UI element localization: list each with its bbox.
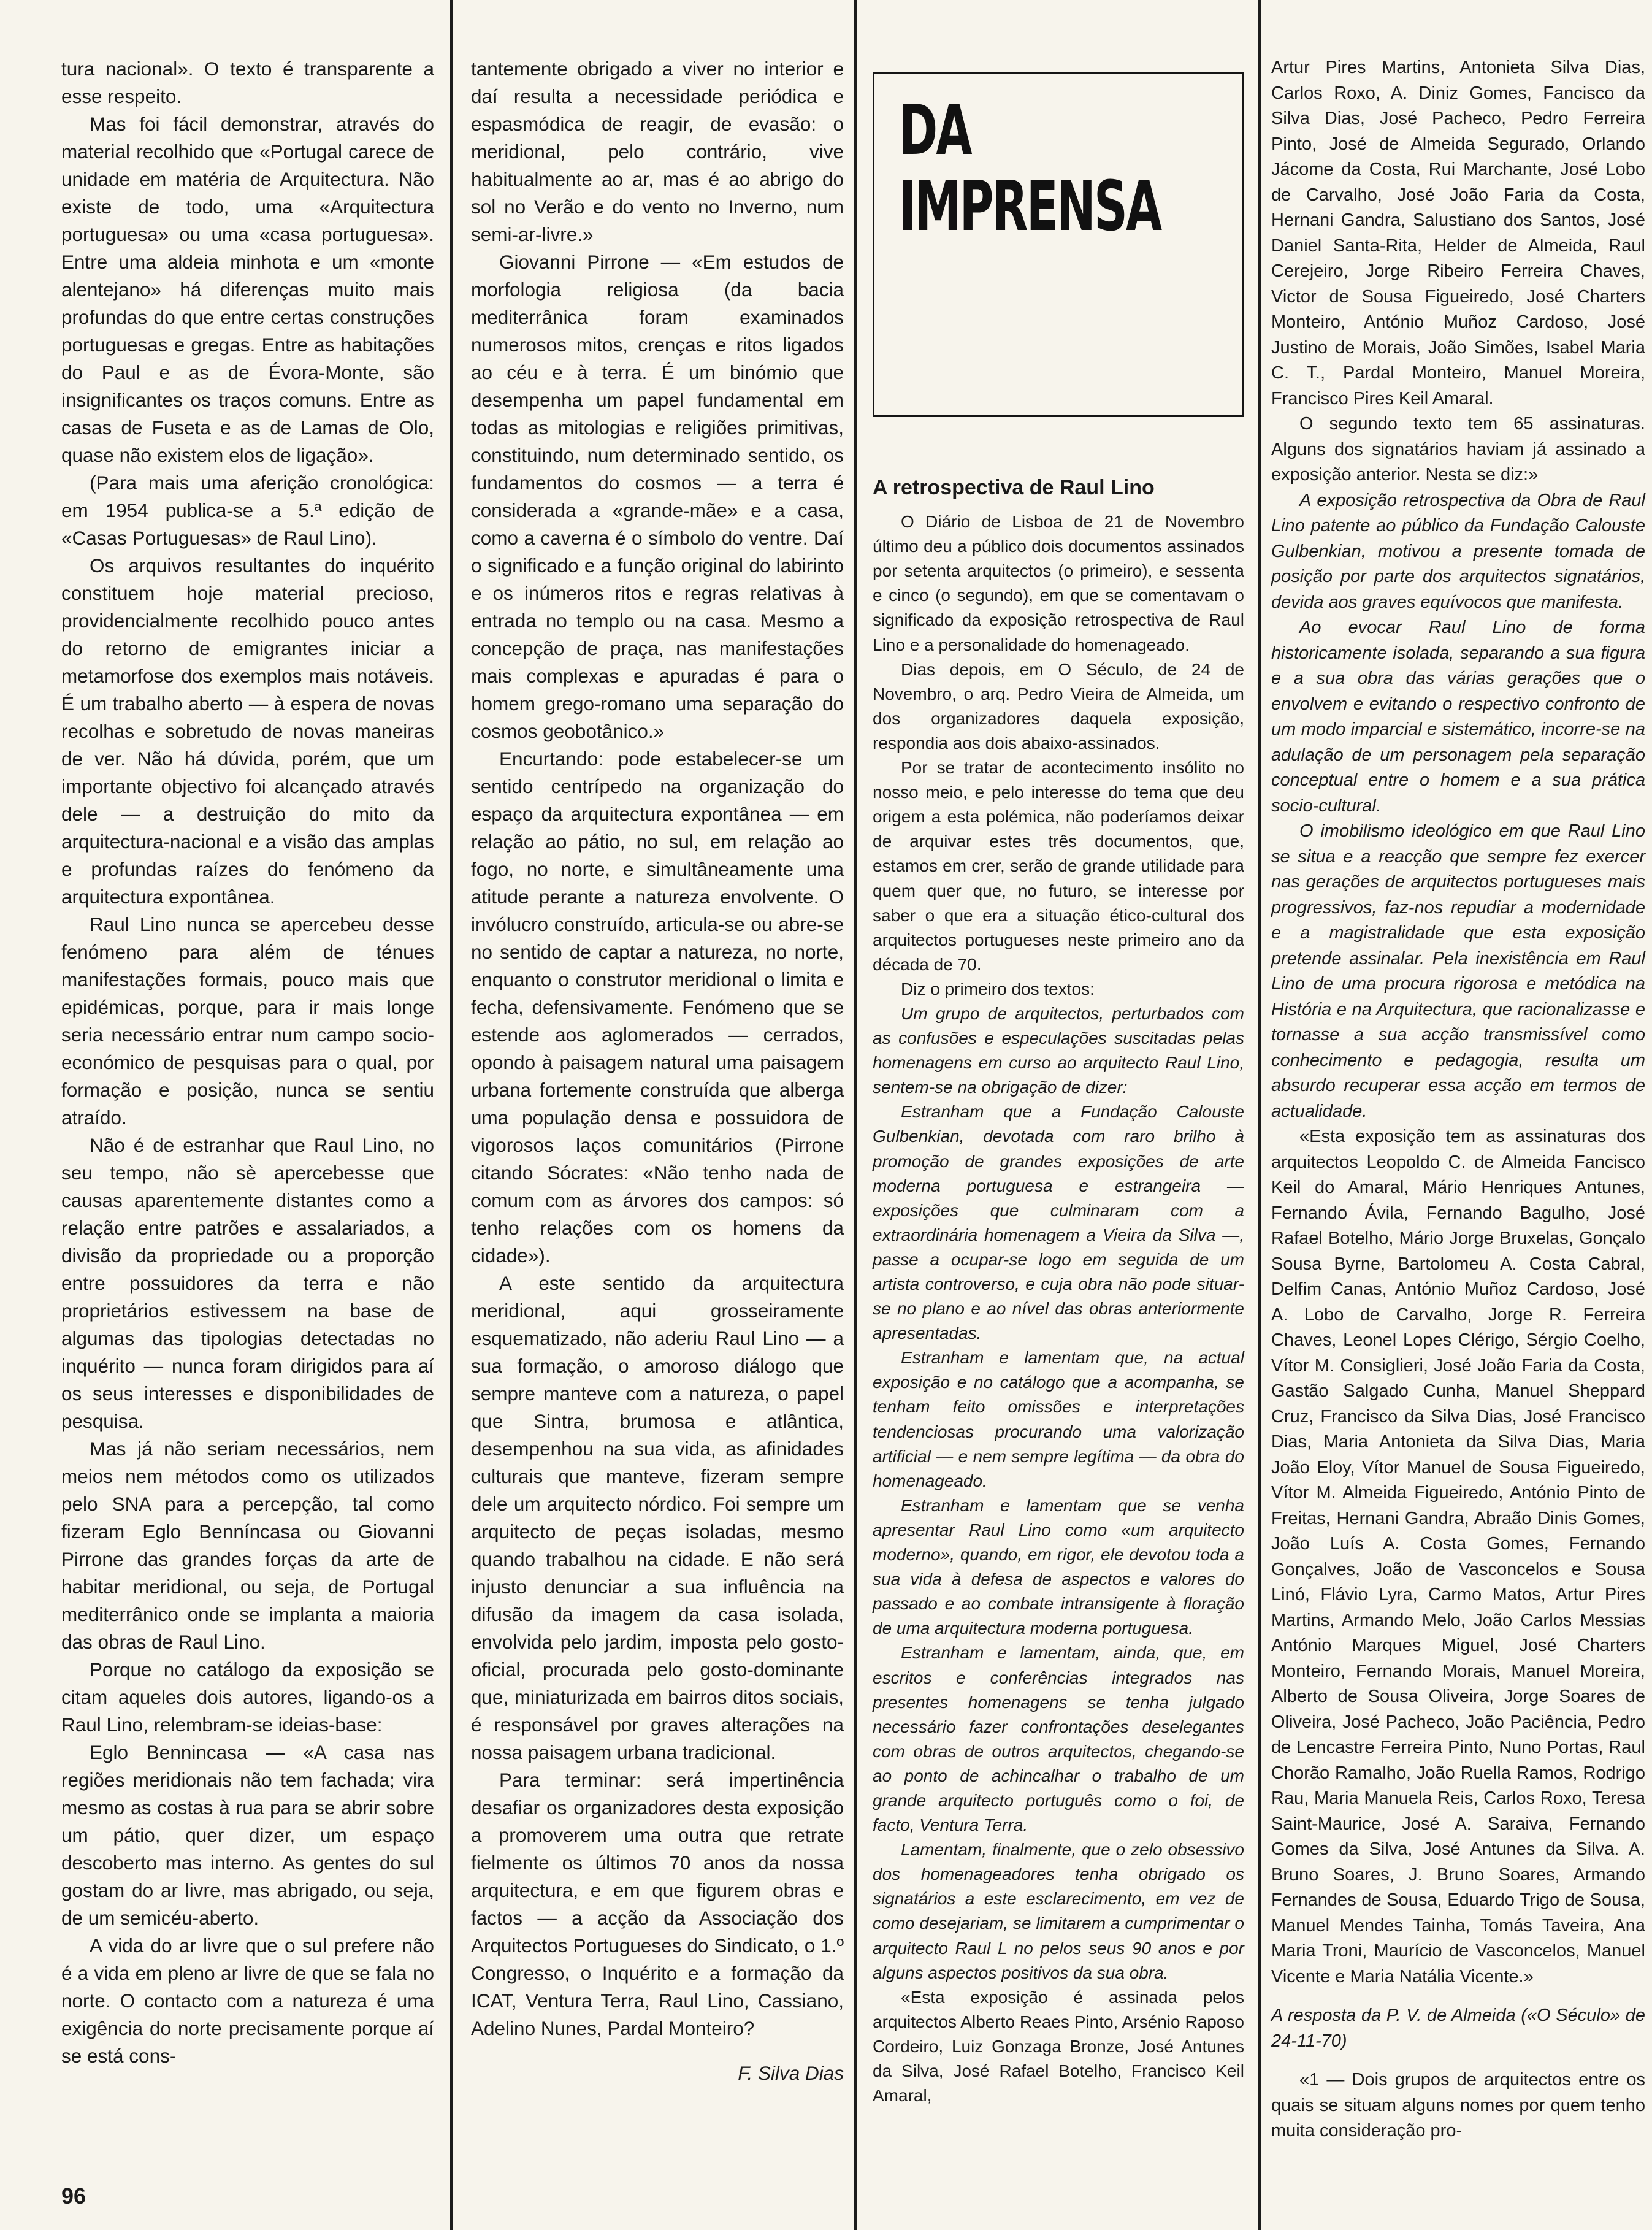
article-column-4 [1271,55,1645,2144]
section-title-box [873,72,1244,417]
page-number: 96 [61,2183,86,2209]
paragraph: Não é de estranhar que Raul Lino, no seu tempo, não sè apercebesse que causas aparentemente distantes como a relação entre patrões e assalariados, a divisão da propriedade ou a proporção entre possuidores da terra e não proprietários estivessem na base de algumas das tipologias detectadas no inquérito — nunca foram dirigidos para aí os seus interesses e disponibilidades de pesquisa. [61,1134,434,1432]
paragraph: Por se tratar de acontecimento insólito no nosso meio, e pelo interesse do tema que deu origem a esta polémica, não poderíamos deixar de arquivar estes três documentos, que, estamos em crer, serão de grande utilidade para quem quer que, no futuro, se interesse por saber o que era a situação ético-cultural dos arquitectos portugueses neste primeiro ano da década de 70. [873,758,1244,974]
quoted-paragraph: Estranham e lamentam que se venha apresentar Raul Lino como «um arquitecto moderno», quando, em rigor, ele devotou toda a sua vida à defesa de aspectos e valores do passado e ao combate intransigente à floração de uma arquitectura moderna portuguesa. [873,1495,1244,1638]
paragraph: (Para mais uma aferição cronológica: em 1954 publica-se a 5.ª edição de «Casas Portuguesas» de Raul Lino). [61,472,434,549]
quoted-paragraph: A exposição retrospectiva da Obra de Raul Lino patente ao público da Fundação Calouste Gulbenkian, motivou a presente tomada de posição por parte dos arquitectos signatários, devida aos graves equívocos que manifesta. [1271,490,1645,612]
paragraph: «1 — Dois grupos de arquitectos entre os quais se situam alguns nomes por quem tenho muita consideração pro- [1271,2070,1645,2140]
quoted-paragraph: Um grupo de arquitectos, perturbados com as confusões e especulações suscitadas pelas homenagens em curso ao arquitecto Raul Lino, sentem-se na obrigação de dizer: [873,1003,1244,1097]
section-title-line: DA [899,91,971,171]
column-rule-3 [1258,0,1261,2230]
paragraph: A vida do ar livre que o sul prefere não é a vida em pleno ar livre de que se fala no norte. O contacto com a natureza é uma exigência do norte precisamente porque aí se está cons- [61,1934,434,2067]
quoted-paragraph: Ao evocar Raul Lino de forma historicamente isolada, separando a sua figura e a sua obra das várias gerações que o envolvem e evitando o respectivo confronto de um modo imparcial e sistemático, incorre-se na adulação de um personagem pela separação conceptual entre o homem e a sua prática socio-cultural. [1271,618,1645,816]
quoted-paragraph: Estranham e lamentam, ainda, que, em escritos e conferências integrados nas presentes homenagens se tenha julgado necessário fazer confrontações deselegantes com obras de outros arquitectos, chegando-se ao ponto de achincalhar o trabalho de um grande arquitecto português como o foi, de facto, Ventura Terra. [873,1643,1244,1835]
paragraph: Diz o primeiro dos textos: [901,979,1095,998]
paragraph: Mas já não seriam necessários, nem meios nem métodos como os utilizados pelo SNA para a percepção, tal como fizeram Eglo Benníncasa ou Giovanni Pirrone das grandes forças da arte de habitar meridional, ou seja, de Portugal mediterrânico onde se implanta a maioria das obras de Raul Lino. [61,1438,434,1653]
column-rule-2 [854,0,857,2230]
section-title [899,93,1160,245]
article-column-3 [873,475,1244,2108]
article-heading: A retrospectiva de Raul Lino [873,476,1155,499]
paragraph: A este sentido da arquitectura meridional, aqui grosseiramente esquematizado, não aderiu Raul Lino — a sua formação, o amoroso diálogo que sempre manteve com a natureza, o papel que Sintra, brumosa e atlântica, desempenhou na sua vida, as afinidades culturais que manteve, fizeram sempre dele um arquitecto nórdico. Foi sempre um arquitecto de peças isoladas, mesmo quando trabalhou na cidade. E não será injusto denunciar a sua influência na difusão da imagem da casa isolada, envolvida pelo jardim, imposta pelo gosto-oficial, procurada pelo gosto-dominante que, miniaturizada em bairros ditos sociais, é responsável por graves alterações na nossa paisagem urbana tradicional. [471,1272,844,1763]
column-rule-1 [450,0,453,2230]
paragraph: Giovanni Pirrone — «Em estudos de morfologia religiosa (da bacia mediterrânica foram examinados numerosos mitos, crenças e ritos ligados ao céu e à terra. É um binómio que desempenha um papel fundamental em todas as mitologias e religiões primitivas, constituindo, num determinado sentido, os fundamentos do cosmos — a terra é considerada a «grande-mãe» e a casa, como a caverna é o símbolo do ventre. Daí o significado e a função original do labirinto e os inúmeros ritos e regras relativas à entrada no templo ou na casa. Mesmo a concepção de praça, nas manifestações mais complexas e apuradas é para o homem grego-romano uma separação do cosmos geobotânico.» [471,251,844,742]
section-title-line: IMPRENSA [899,167,1161,247]
author-signature: F. Silva Dias [738,2062,844,2084]
paragraph: «Esta exposição tem as assinaturas dos arquitectos Leopoldo C. de Almeida Fancisco Keil do Amaral, Mário Henriques Antunes, Fernando Ávila, Fernando Bagulho, José Rafael Botelho, Mário Jorge Bruxelas, Gonçalo Sousa Byrne, Bartolomeu A. Costa Cabral, Delfim Canas, António Muñoz Cardoso, José A. Lobo de Carvalho, Jorge R. Ferreira Chaves, Leonel Lopes Clérigo, Sérgio Coelho, Vítor M. Consiglieri, José João Faria da Costa, Gastão Salgado Cunha, Manuel Sheppard Cruz, Francisco da Silva Dias, José Francisco Dias, Maria Antonieta da Silva Dias, Maria João Eloy, Vítor Manuel de Sousa Figueiredo, Vítor M. Almeida Figueiredo, António Pinto de Freitas, Hernani Gandra, Abraão Dinis Gomes, João Luís A. Costa Gomes, Fernando Gonçalves, João de Vasconcelos e Sousa Linó, Flávio Lyra, Carmo Matos, Artur Pires Martins, Armando Melo, João Carlos Messias António Marques Miguel, José Charters Monteiro, Fernando Morais, Manuel Moreira, Alberto de Sousa Oliveira, Jorge Soares de Oliveira, José Pacheco, João Paciência, Pedro de Lencastre Ferreira Pinto, Nuno Portas, Raul Chorão Ramalho, João Ruella Ramos, Rodrigo Rau, Maria Manuela Reis, Carlos Roxo, Teresa Saint-Maurice, José A. Saraiva, Fernando Gomes da Silva, José Antunes da Silva. A. Bruno Soares, J. Bruno Soares, Armando Fernandes de Sousa, Eduardo Trigo de Sousa, Manuel Mendes Tainha, Tomás Taveira, Ana Maria Troni, Maurício de Vasconcelos, Manuel Vicente e Maria Natália Vicente.» [1271,1127,1645,1987]
paragraph: Artur Pires Martins, Antonieta Silva Dias, Carlos Roxo, A. Diniz Gomes, Fancisco da Silva Dias, José Pacheco, Pedro Ferreira Pinto, José de Almeida Segurado, Orlando Jácome da Costa, Rui Marchante, José Lobo de Carvalho, José João Faria da Costa, Hernani Gandra, Salustiano dos Santos, José Daniel Santa-Rita, Helder de Almeida, Raul Cerejeiro, Jorge Ribeiro Ferreira Chaves, Victor de Sousa Figueiredo, José Charters Monteiro, António Muñoz Cardoso, José Justino de Morais, João Simões, Isabel Maria C. T., Pardal Monteiro, Manuel Moreira, Francisco Pires Keil Amaral. [1271,58,1645,408]
subheading: A resposta da P. V. de Almeida («O Século» de 24-11-70) [1271,2006,1645,2051]
paragraph: O Diário de Lisboa de 21 de Novembro último deu a público dois documentos assinados por setenta arquitectos (o primeiro), e sessenta e cinco (o segundo), em que se comentavam o significado da exposição retrospectiva de Raul Lino e a personalidade do homenageado. [873,512,1244,654]
paragraph: Os arquivos resultantes do inquérito constituem hoje material precioso, providencialmente recolhido pouco antes do retorno de emigrantes iniciar a metamorfose dos exemplos mais notáveis. É um trabalho aberto — à espera de novas recolhas e sobretudo de novas maneiras de ver. Não há dúvida, porém, que um importante objectivo foi alcançado através dele — a destruição do mito da arquitectura-nacional e a visão das amplas e profundas raízes do fenómeno da arquitectura expontânea. [61,554,434,908]
quoted-paragraph: O imobilismo ideológico em que Raul Lino se situa e a reacção que sempre fez exercer nas gerações de arquitectos portugueses mais progressivos, faz-nos repudiar a modernidade e a magistralidade que esta exposição pretende assinalar. Pela inexistência em Raul Lino de uma procura rigorosa e metódica na História e na Arquitectura, que racionalizasse e tornasse a sua acção transmissível como conhecimento e pedagogia, resulta um absurdo recuperar essa acção em termos de actualidade. [1271,821,1645,1121]
quoted-paragraph: Estranham e lamentam que, na actual exposição e no catálogo que a acompanha, se tenham feito omissões e interpretações tendenciosas procurando uma valorização artificial — e nem sempre legítima — da obra do homenageado. [873,1348,1244,1490]
paragraph: Eglo Bennincasa — «A casa nas regiões meridionais não tem fachada; vira mesmo as costas à rua para se abrir sobre um pátio, quer dizer, um espaço descoberto mas interno. As gentes do sul gostam do ar livre, mas abrigado, ou seja, de um semicéu-aberto. [61,1741,434,1929]
article-column-1 [61,55,434,2070]
article-column-2 [471,55,844,2087]
paragraph: Para terminar: será impertinência desafiar os organizadores desta exposição a promoverem uma outra que retrate fielmente os últimos 70 anos da nossa arquitectura, e em que figurem obras e factos — a acção da Associação dos Arquitectos Portugueses do Sindicato, o 1.º Congresso, o Inquérito e a formação da ICAT, Ventura Terra, Raul Lino, Cassiano, Adelino Nunes, Pardal Monteiro? [471,1769,844,2039]
quoted-paragraph: Lamentam, finalmente, que o zelo obsessivo dos homenageadores tenha obrigado os signatários a este esclarecimento, em vez de como desejariam, se limitarem a cumprimentar o arquitecto Raul L no pelos seus 90 anos e por alguns aspectos positivos da sua obra. [873,1840,1244,1982]
paragraph: Dias depois, em O Século, de 24 de Novembro, o arq. Pedro Vieira de Almeida, um dos organizadores daquela exposição, respondia aos dois abaixo-assinados. [873,659,1244,753]
paragraph: Mas foi fácil demonstrar, através do material recolhido que «Portugal carece de unidade em matéria de Arquitectura. Não existe de todo, uma «Arquitectura portuguesa» ou uma «casa portuguesa». Entre uma aldeia minhota e um «monte alentejano» há diferenças muito mais profundas do que entre certas construções portuguesas e gregas. Entre as habitações do Paul e as de Évora-Monte, são insignificantes os traços comuns. Entre as casas de Fuseta e as de Lamas de Olo, quase não existem elos de ligação». [61,113,434,466]
paragraph: Raul Lino nunca se apercebeu desse fenómeno para além de ténues manifestações formais, pouco mais que epidémicas, porque, para ir mais longe seria necessário entrar num campo socio-económico de pesquisas para o qual, por formação e posição, nunca se sentiu atraído. [61,913,434,1128]
paragraph: «Esta exposição é assinada pelos arquitectos Alberto Reaes Pinto, Arsénio Raposo Cordeiro, Luiz Gonzaga Bronze, José Antunes da Silva, José Rafael Botelho, Francisco Keil Amaral, [873,1987,1244,2105]
quoted-paragraph: Estranham que a Fundação Calouste Gulbenkian, devotada com raro brilho à promoção de grandes exposições de arte moderna portuguesa e estrangeira — exposições que culminaram com a extraordinária homenagem a Vieira da Silva —, passe a ocupar-se logo em seguida de um artista controverso, e cuja obra não pode situar-se no plano e ao nível das obras anteriormente apresentadas. [873,1102,1244,1343]
paragraph: tura nacional». O texto é transparente a esse respeito. [61,58,434,107]
paragraph: tantemente obrigado a viver no interior e daí resulta a necessidade periódica e espasmódica de reagir, de evasão: o meridional, pelo contrário, vive habitualmente ao ar, mas é ao abrigo do sol no Verão e do vento no Inverno, num semi-ar-livre.» [471,58,844,245]
paragraph: Porque no catálogo da exposição se citam aqueles dois autores, ligando-os a Raul Lino, relembram-se ideias-base: [61,1658,434,1736]
paragraph: O segundo texto tem 65 assinaturas. Alguns dos signatários haviam já assinado a exposição anterior. Nesta se diz:» [1271,414,1645,485]
paragraph: Encurtando: pode estabelecer-se um sentido centrípedo na organização do espaço da arquitectura expontânea — em relação ao pátio, no sul, em relação ao fogo, no norte, e simultâneamente uma atitude perante a natureza envolvente. O invólucro construído, articula-se ou abre-se no sentido de captar a natureza, no norte, enquanto o construtor meridional o limita e fecha, defensivamente. Fenómeno que se estende aos aglomerados — cerrados, opondo à paisagem natural uma paisagem urbana fortemente construída que alberga uma população densa e possuidora de vigorosos laços comunitários (Pirrone citando Sócrates: «Não tenho nada de comum com as árvores dos campos: só tenho relações com os homens da cidade»). [471,748,844,1266]
